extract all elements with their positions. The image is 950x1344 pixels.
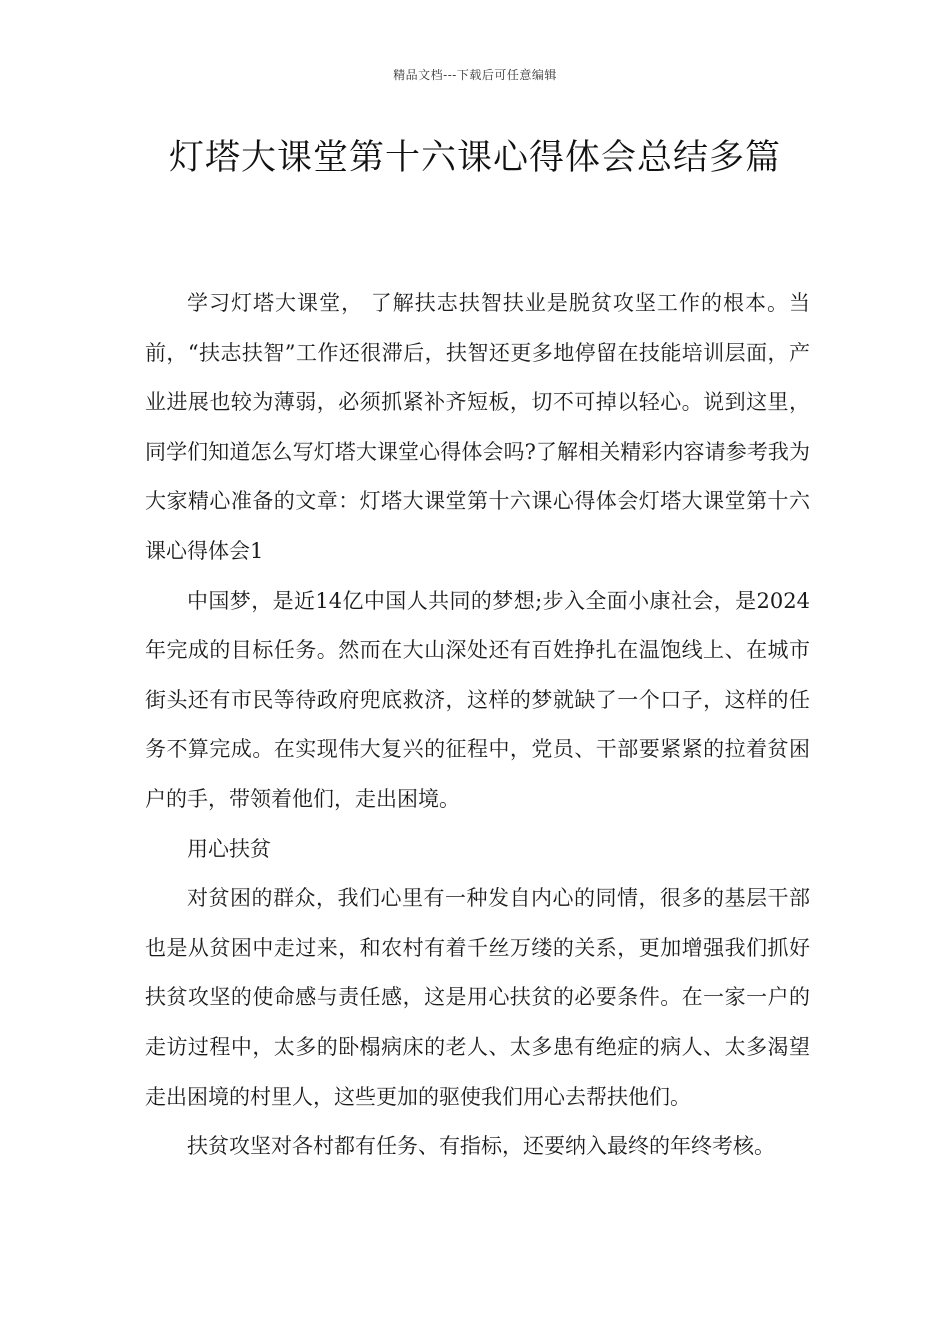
paragraph: 学习灯塔大课堂， 了解扶志扶智扶业是脱贫攻坚工作的根本。当前，“扶志扶智”工作还很滞后，扶智还更多地停留在技能培训层面，产业进展也较为薄弱，必须抓紧补齐短板，切不可掉以轻心。说到这里，同学们知道怎么写灯塔大课堂心得体会吗?了解相关精彩内容请参考我为大家精心准备的文章：灯塔大课堂第十六课心得体会灯塔大课堂第十六课心得体会1 (145, 291, 810, 563)
document-title: 灯塔大课堂第十六课心得体会总结多篇 (168, 138, 781, 178)
paragraph: 对贫困的群众，我们心里有一种发自内心的同情，很多的基层干部也是从贫困中走过来，和农村有着千丝万缕的关系，更加增强我们抓好扶贫攻坚的使命感与责任感，这是用心扶贫的必要条件。在一家一户的走访过程中，太多的卧榻病床的老人、太多患有绝症的病人、太多渴望走出困境的村里人，这些更加的驱使我们用心去帮扶他们。 (145, 886, 810, 1109)
paragraph: 中国梦，是近14亿中国人共同的梦想;步入全面小康社会，是2024年完成的目标任务。然而在大山深处还有百姓挣扎在温饱线上、在城市街头还有市民等待政府兜底救济，这样的梦就缺了一个口子，这样的任务不算完成。在实现伟大复兴的征程中，党员、干部要紧紧的拉着贫困户的手，带领着他们，走出困境。 (145, 588, 810, 811)
document-body (145, 279, 810, 1172)
section-heading: 用心扶贫 (187, 836, 271, 861)
paragraph: 扶贫攻坚对各村都有任务、有指标，还要纳入最终的年终考核。 (187, 1134, 775, 1159)
header-note: 精品文档---下载后可任意编辑 (393, 68, 557, 82)
